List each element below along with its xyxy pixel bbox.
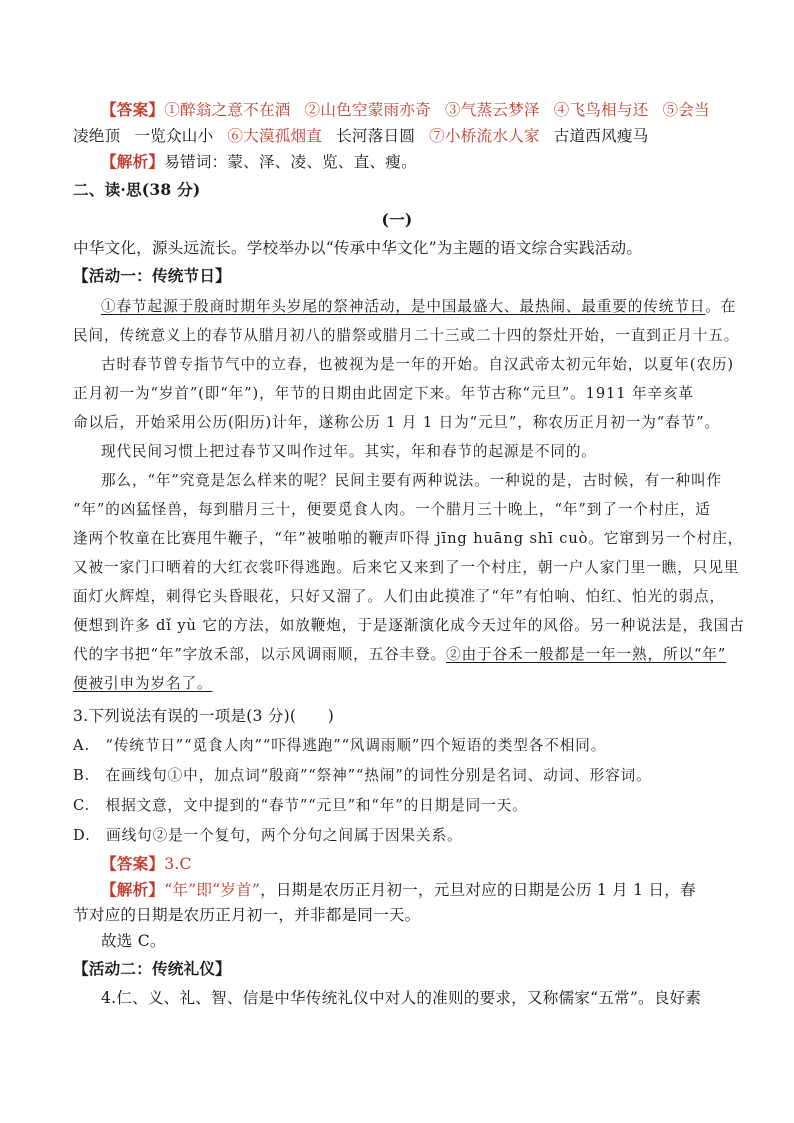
passage-line: 面灯火辉煌，刺得它头昏眼花，只好又溜了。人们由此摸准了“年”有怕响、怕红、怕光的弱点，: [73, 588, 725, 605]
section-subtitle: (一): [381, 210, 413, 229]
answer-text: 3.C: [164, 855, 192, 873]
passage-line: 命以后，开始采用公历(阳历)计年，遂称公历 1 月 1 日为“元旦”，称农历正月初一为“春节”。: [73, 414, 720, 431]
answer-item: 长河落日圆: [336, 127, 416, 145]
passage-line: 正月初一为“岁首”(即“年”)，年节的日期由此固定下来。年节古称“元旦”。1911 年辛亥革: [73, 385, 694, 402]
analysis-label: 【解析】: [101, 880, 165, 899]
answer-label: 【答案】: [101, 854, 165, 873]
passage-line: 民间，传统意义上的春节从腊月初八的腊祭或腊月二十三或二十四的祭灶开始，一直到正月十五。: [73, 327, 740, 344]
analysis-3-line-1: [101, 880, 733, 900]
underlined-sentence-2-end: 便被引申为岁名了。: [73, 675, 213, 692]
passage-line: “年”的凶猛怪兽，每到腊月三十，便要觅食人肉。一个腊月三十晚上，“年”到了一个村庄，适: [73, 501, 711, 518]
answer-item: ④飞鸟相与还: [553, 101, 649, 119]
activity-2-heading: 【活动二：传统礼仪】: [73, 959, 231, 978]
answer-item: ⑤会当: [662, 101, 710, 119]
question-3-stem: 3.下列说法有误的一项是(3 分)( ): [73, 707, 335, 725]
question-3-option-a: A. “传统节日”“觅食人肉”“吓得逃跑”“风调雨顺”四个短语的类型各不相同。: [73, 737, 607, 754]
passage-line: 又被一家门口晒着的大红衣裳吓得逃跑。后来它又来到了一个村庄，朝一户人家门里一瞧，只见里: [73, 559, 740, 576]
question-3-option-c: C. 根据文意，文中提到的“春节”“元旦”和“年”的日期是同一天。: [73, 797, 528, 814]
question-3-option-b: B. 在画线句①中，加点词“殷商”“祭神”“热闹”的词性分别是名词、动词、形容词。: [73, 767, 652, 784]
answer-item: ①醉翁之意不在酒: [164, 101, 291, 119]
passage-fragment: 。在: [705, 298, 737, 315]
analysis-1: [101, 152, 733, 172]
passage-line: 现代民间习惯上把过春节又叫作过年。其实，年和春节的起源是不同的。: [101, 443, 597, 460]
answer-item: 古道西风瘦马: [553, 127, 649, 145]
underlined-sentence-1: ①春节起源于殷商时期年头岁尾的祭神活动，是中国最盛大、最热闹、最重要的传统节日: [101, 298, 706, 315]
passage-line: [101, 297, 761, 317]
section-title: 二、读·思(38 分): [73, 180, 201, 199]
answer-1-line-1: [101, 100, 733, 120]
passage-line: [73, 674, 733, 694]
answer-label: 【答案】: [101, 100, 165, 119]
passage-line: [73, 645, 733, 665]
analysis-label: 【解析】: [101, 152, 165, 171]
answer-item: ⑦小桥流水人家: [429, 127, 540, 145]
passage-line: 便想到许多 dǐ yù 它的方法，如放鞭炮，于是逐渐演化成今天过年的风俗。另一种说法是，我国古: [73, 617, 745, 634]
answer-item: ②山色空蒙雨亦奇: [304, 101, 431, 119]
analysis-text: ，日期是农历正月初一，元旦对应的日期是公历 1 月 1 日，春: [260, 881, 696, 899]
answer-3: [101, 854, 733, 874]
analysis-text: 易错词：蒙、泽、凌、览、直、瘦。: [164, 153, 417, 171]
question-3-option-d: D. 画线句②是一个复句，两个分句之间属于因果关系。: [73, 827, 463, 844]
analysis-3-line-2: 节对应的日期是农历正月初一，并非都是同一天。: [73, 906, 421, 924]
intro-text: 中华文化，源头远流长。学校举办以“传承中华文化”为主题的语文综合实践活动。: [73, 239, 643, 257]
analysis-highlight: “年”即“岁首”: [164, 881, 261, 899]
activity-1-heading: 【活动一：传统节日】: [73, 266, 231, 285]
question-4-stem: 4.仁、义、礼、智、信是中华传统礼仪中对人的准则的要求，又称儒家“五常”。良好素: [101, 989, 702, 1007]
answer-item: ⑥大漠孤烟直: [227, 127, 323, 145]
answer-item: ③气蒸云梦泽: [444, 101, 540, 119]
passage-fragment: 代的字书把“年”字放禾部，以示风调雨顺，五谷丰登。: [73, 646, 447, 663]
answer-item: 凌绝顶: [73, 127, 121, 145]
analysis-3-line-3: 故选 C。: [101, 932, 166, 950]
passage-line: 那么，“年”究竟是怎么样来的呢？民间主要有两种说法。一种说的是，古时候，有一种叫作: [101, 472, 722, 489]
answer-1-line-2: [73, 126, 733, 146]
answer-item: 一览众山小: [134, 127, 214, 145]
passage-line: 逢两个牧童在比赛甩牛鞭子，“年”被啪啪的鞭声吓得 jīng huāng shī cuò。它窜到另一个村庄，: [73, 530, 744, 547]
passage-line: 古时春节曾专指节气中的立春，也被视为是一年的开始。自汉武帝太初元年始，以夏年(农历): [101, 356, 734, 373]
underlined-sentence-2: ②由于谷禾一般都是一年一熟，所以“年”: [446, 646, 727, 663]
